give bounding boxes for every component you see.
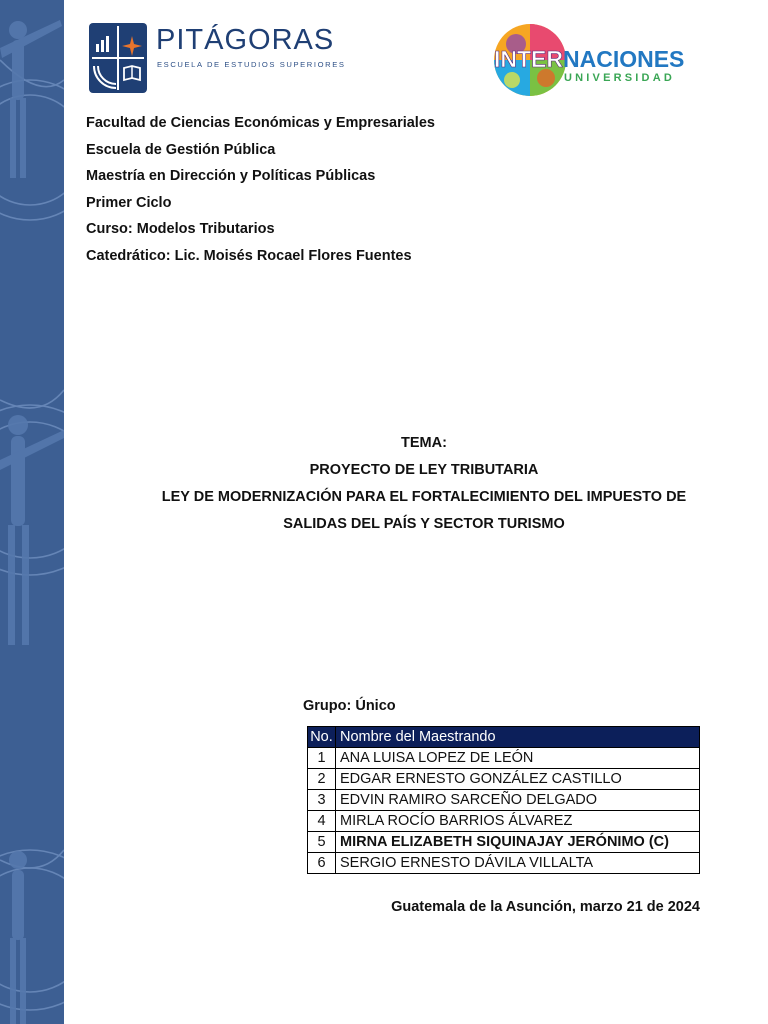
vitruvian-figures-decoration [0, 0, 64, 1024]
pitagoras-emblem-icon [88, 22, 148, 94]
side-decorative-band [0, 0, 64, 1024]
table-row [308, 853, 700, 874]
row-name: EDVIN RAMIRO SARCEÑO DELGADO [336, 790, 700, 811]
row-number: 6 [308, 853, 336, 874]
row-number: 3 [308, 790, 336, 811]
topic-line-2: LEY DE MODERNIZACIÓN PARA EL FORTALECIMIENTO DEL IMPUESTO DE [161, 489, 687, 505]
internaciones-wordmark [494, 46, 684, 73]
pitagoras-subtitle: ESCUELA DE ESTUDIOS SUPERIORES [157, 60, 346, 69]
table-row [308, 811, 700, 832]
institution-info [86, 110, 686, 270]
table-header-row [308, 727, 700, 748]
cycle-line: Primer Ciclo [86, 194, 172, 211]
topic-block [104, 430, 744, 538]
topic-line-3: SALIDAS DEL PAÍS Y SECTOR TURISMO [283, 516, 565, 532]
topic-line-1: PROYECTO DE LEY TRIBUTARIA [309, 462, 539, 478]
header-number: No. [308, 727, 336, 748]
professor-line: Catedrático: Lic. Moisés Rocael Flores Fuentes [86, 247, 412, 264]
course-line: Curso: Modelos Tributarios [86, 221, 275, 238]
row-name-coordinator: MIRNA ELIZABETH SIQUINAJAY JERÓNIMO (C) [336, 832, 700, 853]
table-row [308, 832, 700, 853]
table-row [308, 769, 700, 790]
masters-line: Maestría en Dirección y Políticas Públicas [86, 168, 376, 185]
internaciones-subtitle: UNIVERSIDAD [564, 72, 675, 84]
row-name: ANA LUISA LOPEZ DE LEÓN [336, 748, 700, 769]
date-line: Guatemala de la Asunción, marzo 21 de 2024 [391, 899, 700, 915]
pitagoras-name: PITÁGORAS [156, 24, 335, 56]
table-row [308, 748, 700, 769]
row-name: EDGAR ERNESTO GONZÁLEZ CASTILLO [336, 769, 700, 790]
faculty-line: Facultad de Ciencias Económicas y Empresariales [86, 115, 435, 131]
header-name: Nombre del Maestrando [336, 727, 700, 748]
internaciones-word-part1: INTER [494, 46, 563, 72]
row-name: MIRLA ROCÍO BARRIOS ÁLVAREZ [336, 811, 700, 832]
row-name: SERGIO ERNESTO DÁVILA VILLALTA [336, 853, 700, 874]
internaciones-logo [492, 20, 692, 100]
internaciones-word-part2: NACIONES [563, 46, 685, 72]
topic-label: TEMA: [401, 435, 447, 451]
members-table [307, 726, 700, 874]
document-page [64, 0, 768, 1024]
row-number: 5 [308, 832, 336, 853]
row-number: 4 [308, 811, 336, 832]
table-row [308, 790, 700, 811]
pitagoras-logo [88, 20, 358, 96]
group-label: Grupo: Único [303, 698, 396, 714]
school-line: Escuela de Gestión Pública [86, 141, 276, 158]
row-number: 2 [308, 769, 336, 790]
row-number: 1 [308, 748, 336, 769]
